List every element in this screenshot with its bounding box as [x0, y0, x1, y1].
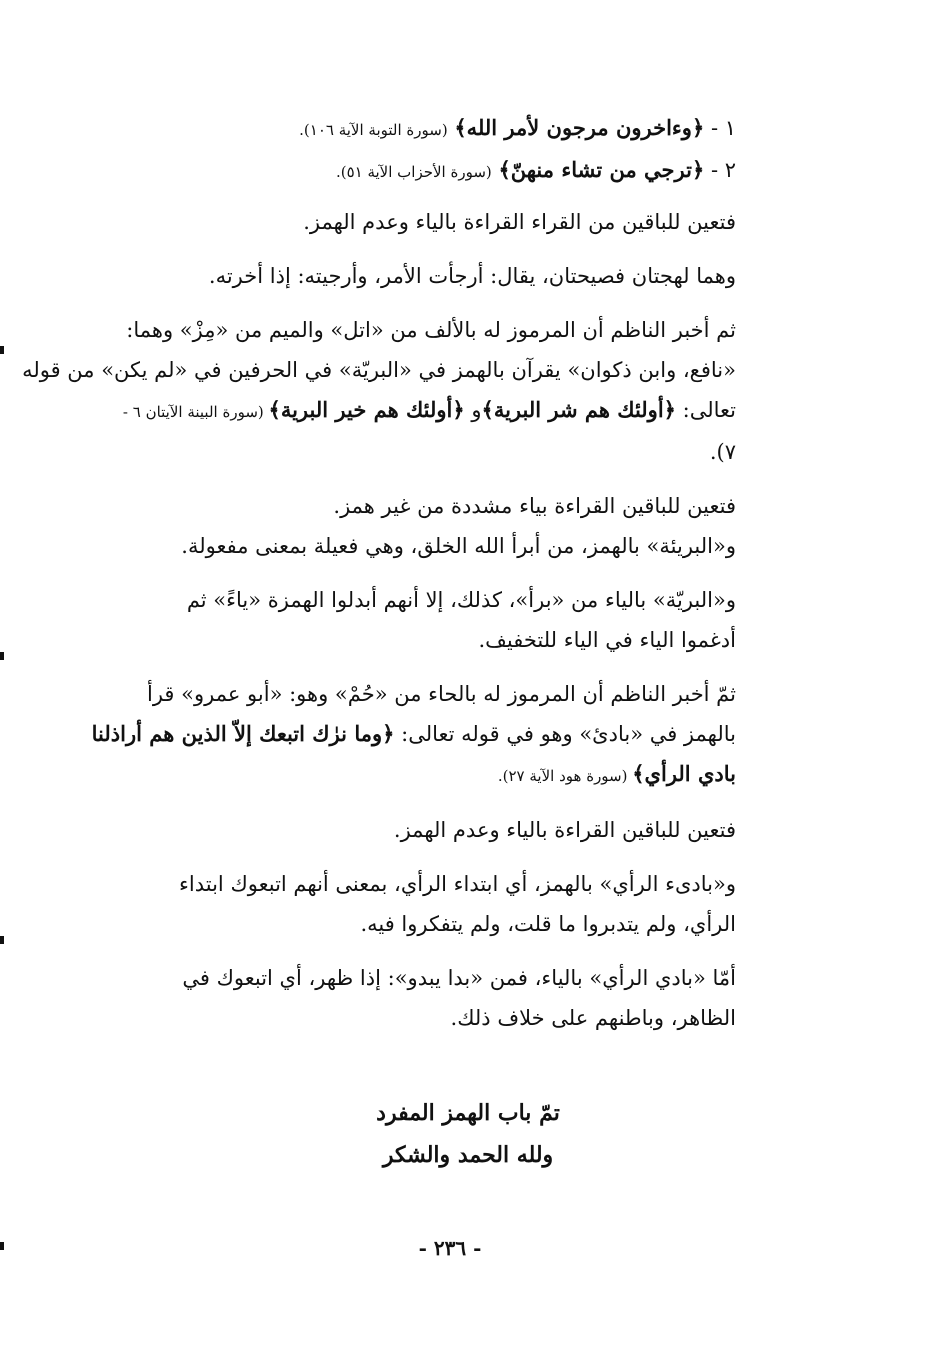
scan-edge-mark: [0, 346, 4, 354]
text-line: ثم أخبر الناظم أن المرموز له بالألف من «اتل» والميم من «مِزْ» وهما:: [126, 318, 736, 342]
text-line: وهما لهجتان فصيحتان، يقال: أرجأت الأمر، وأرجيته: إذا أخرته.: [208, 264, 736, 288]
page-number: - ٢٣٦ -: [418, 1236, 482, 1260]
verse-line-2: [96, 150, 736, 192]
verse-quote: ﴿ترجي من تشاء منهنّ﴾: [498, 157, 705, 182]
paragraph: [22, 310, 736, 472]
verse-number: ٢ -: [710, 158, 736, 182]
verse-quote: ﴿أولئك هم شر البرية﴾: [481, 397, 676, 422]
paragraph: [96, 526, 736, 566]
text-line: ٧).: [709, 440, 736, 464]
text-line: الظاهر، وباطنهم على خلاف ذلك.: [450, 1006, 736, 1030]
text-line: [96, 754, 736, 796]
verse-quote: ﴿وما نرٰك اتبعك إلاّ الذين هم أراذلنا: [91, 721, 395, 746]
text-line: و«البريئة» بالهمز، من أبرأ الله الخلق، وهي فعيلة بمعنى مفعولة.: [181, 534, 736, 558]
scan-edge-mark: [0, 936, 4, 944]
text-line: فتعين للباقين من القراء القراءة بالياء وعدم الهمز.: [303, 210, 736, 234]
closing-line: تمّ باب الهمز المفرد: [376, 1100, 560, 1126]
paragraph: [91, 674, 736, 796]
paragraph: [96, 810, 736, 850]
text-line: ثمّ أخبر الناظم أن المرموز له بالحاء من «حُمْ» وهو: «أبو عمرو» قرأ: [146, 682, 736, 706]
scan-edge-mark: [0, 1242, 4, 1250]
text-line: فتعين للباقين القراءة بالياء وعدم الهمز.: [393, 818, 736, 842]
text-line: [91, 714, 736, 754]
paragraph: [96, 958, 736, 1038]
verse-reference: (سورة البينة الآيتان ٦ -: [122, 403, 269, 421]
paragraph: [96, 256, 736, 296]
verse-reference: (سورة التوبة الآية ١٠٦).: [299, 121, 448, 139]
verse-reference: (سورة هود الآية ٢٧).: [497, 767, 633, 785]
text-line: فتعين للباقين القراءة بياء مشددة من غير همز.: [333, 494, 736, 518]
paragraph: [96, 580, 736, 660]
closing-line: ولله الحمد والشكر: [382, 1142, 554, 1168]
verse-quote: ﴿وءاخرون مرجون لأمر الله﴾: [454, 115, 705, 140]
text-segment: تعالى:: [675, 398, 736, 422]
text-line: و«بادىء الرأي» بالهمز، أي ابتداء الرأي، بمعنى أنهم اتبعوك ابتداء: [179, 872, 736, 896]
text-line: الرأي، ولم يتدبروا ما قلت، ولم يتفكروا فيه.: [360, 912, 736, 936]
verse-quote: بادي الرأي﴾: [632, 761, 736, 786]
text-segment: و: [464, 398, 482, 422]
closing-block: [250, 1092, 686, 1176]
paragraph: [96, 864, 736, 944]
verse-quote: ﴿أولئك هم خير البرية﴾: [268, 397, 465, 422]
text-line: «نافع، وابن ذكوان» يقرآن بالهمز في «البريّة» في الحرفين في «لم يكن» من قوله: [22, 358, 736, 382]
text-segment: بالهمز في «بادئ» وهو في قوله تعالى:: [394, 722, 736, 746]
verse-number: ١ -: [710, 116, 736, 140]
text-line: و«البريّة» بالياء من «برأ»، كذلك، إلا أنهم أبدلوا الهمزة «ياءً» ثم: [186, 588, 736, 612]
scan-edge-mark: [0, 652, 4, 660]
verse-line-1: [96, 108, 736, 150]
text-line: [96, 390, 736, 432]
paragraph: [96, 486, 736, 526]
verse-reference: (سورة الأحزاب الآية ٥١).: [335, 163, 492, 181]
page-body: [22, 108, 736, 1052]
paragraph: [96, 202, 736, 242]
text-line: أدغموا الياء في الياء للتخفيف.: [478, 628, 736, 652]
text-line: أمّا «بادي الرأي» بالياء، فمن «بدا يبدو»: إذا ظهر، أي اتبعوك في: [182, 966, 736, 990]
